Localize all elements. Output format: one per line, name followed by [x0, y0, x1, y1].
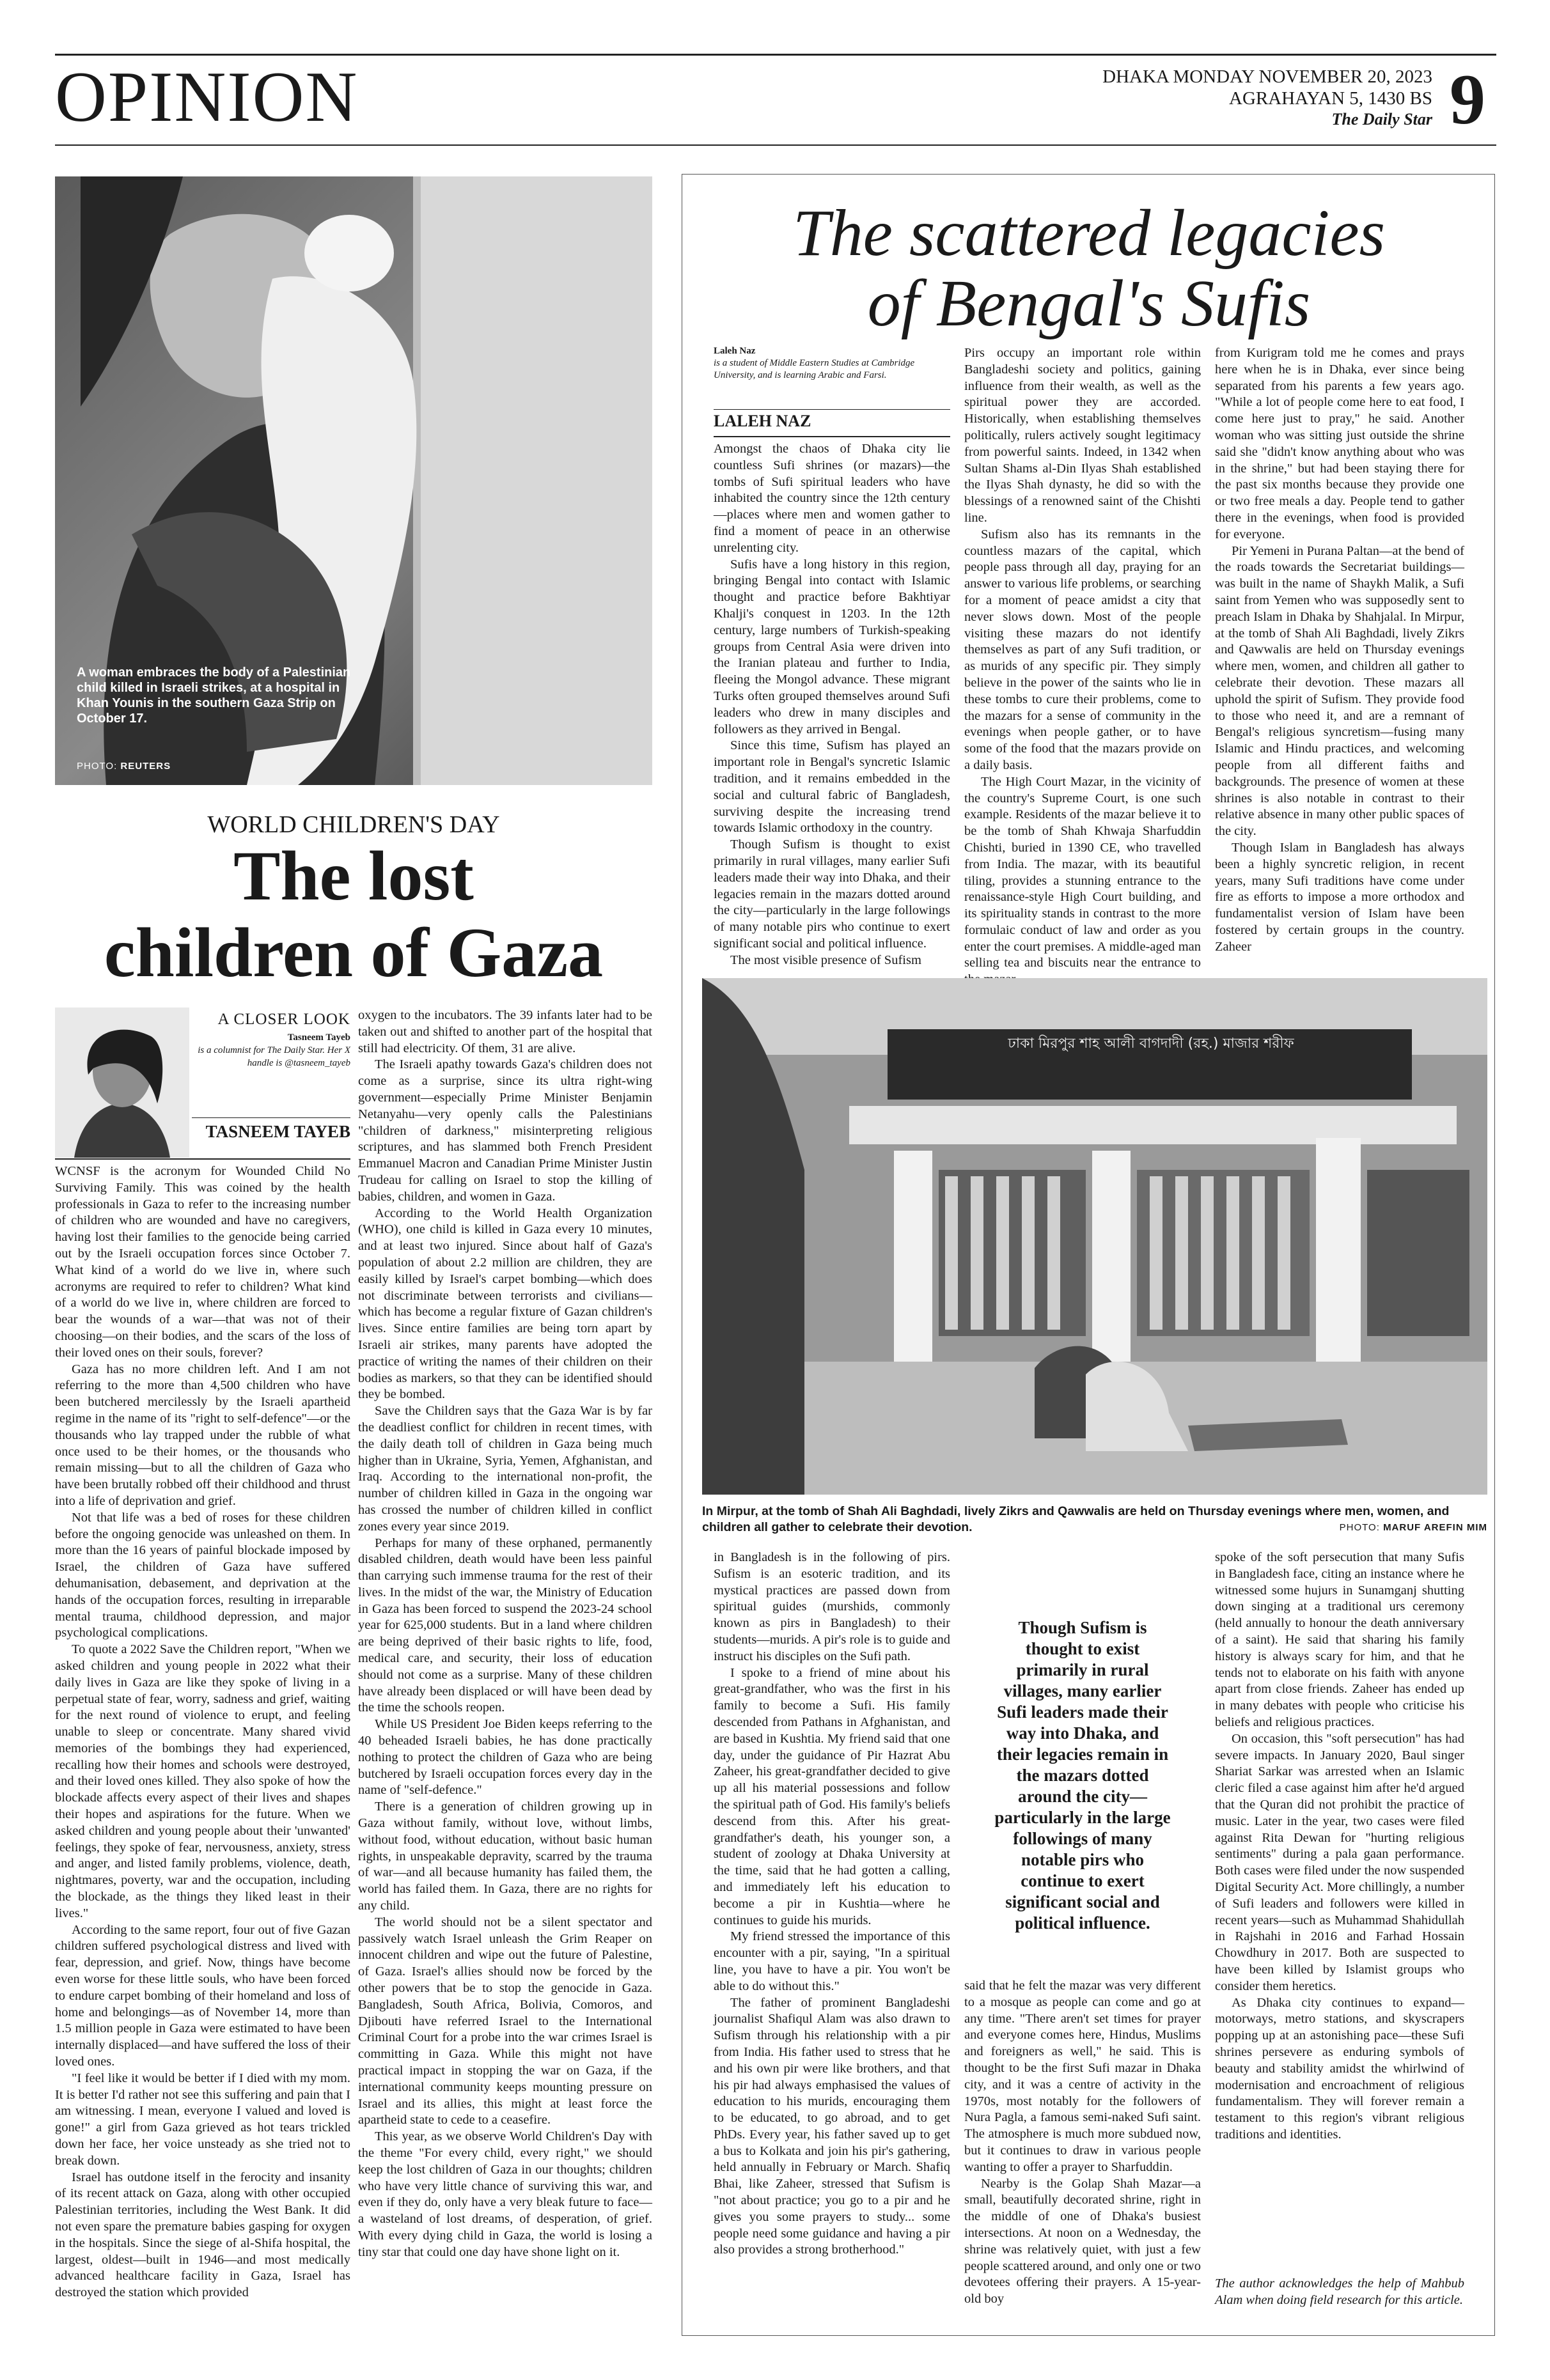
sufi-author-bio-text: is a student of Middle Eastern Studies at Cambridge University, and is learning Arabic and Farsi. — [714, 358, 915, 380]
gaza-photo-credit — [77, 761, 171, 772]
sufi-lower-col-3 — [1215, 1550, 1464, 2272]
mazar-photo-credit-name: MARUF AREFIN MIM — [1383, 1522, 1487, 1533]
sufi-acknowledgement: The author acknowledges the help of Mahbub Alam when doing field research for this article. — [1215, 2276, 1464, 2307]
sufi-headline-2: of Bengal's Sufis — [867, 267, 1311, 340]
paragraph: Sufism also has its remnants in the countless mazars of the capital, which people pass through all day, praying for an answer to various life problems, or searching for a moment of peace amidst a city that never slows down. Most of the people visiting these mazars do not identify themselves as part of any Sufi tradition, or as murids of any specific pir. They simply believe in the power of the saints who lie in these tombs to cure their problems, come to the mazars for a sense of community in the evenings when people gather, or to have some of the food that the mazars provide on a daily basis. — [964, 527, 1201, 772]
paragraph: Gaza has no more children left. And I am not referring to the more than 4,500 children who have been butchered mercilessly by the Israeli apartheid regime in the name of its "right to self-defence"—or the thousands who lay trapped under the rubble of what once used to be their homes, or the thousands who remain missing—but to all the children of Gaza who have been brutally robbed off their childhood and thrust into a life of deprivation and grief. — [55, 1362, 350, 1508]
masthead-top-rule — [55, 54, 1496, 56]
gaza-body-col-1 — [55, 1163, 350, 2308]
mazar-photo-credit — [1151, 1522, 1487, 1533]
paragraph: I spoke to a friend of mine about his great-grandfather, who was the first in his family to become a Sufi. His family descended from Pathans in Afghanistan, and are based in Kushtia. My friend said that one day, under the guidance of Pir Hazrat Abu Zaheer, his great-grandfather decided to give up all his material possessions and follow the spiritual path of God. His family's beliefs descend from this. After his great-grandfather's death, his younger son, a student of zoology at Dhaka University at the time, said that he had gotten a calling, and immediately left his education to become a pir in Kushtia—where he continues to guide his murids. — [714, 1665, 950, 1927]
mazar-photo-image — [702, 978, 1487, 1495]
author-portrait — [55, 1007, 189, 1158]
paragraph: Since this time, Sufism has played an important role in Bengal's syncretic Islamic tradition, and it remains embedded in the social and cultural fabric of Bangladesh, surviving despite the increasing trend towards Islamic orthodoxy in the country. — [714, 738, 950, 836]
paragraph: According to the World Health Organization (WHO), one child is killed in Gaza every 10 minutes, and at least two injured. Since about half of Gaza's population of about 2.2 million are children, they are easily killed by Israel's carpet bombing—which does not discriminate between terrorists and civilians—which has become a regular fixture of Gazan children's lives. Since entire families are being torn apart by Israeli air strikes, many parents have adopted the practice of writing the names of their children on their bodies as markers, so that they can be identified should they be bombed. — [358, 1206, 652, 1402]
paragraph: The most visible presence of Sufism — [730, 953, 921, 967]
sufi-lower-col-2 — [964, 1978, 1201, 2310]
gaza-photo-caption: A woman embraces the body of a Palestinian child killed in Israeli strikes, at a hospital in Khan Younis in the southern Gaza Strip on October 17. — [77, 665, 351, 726]
masthead-bottom-rule — [55, 144, 1496, 146]
sufi-byline-rule-bottom — [714, 436, 950, 437]
paragraph: The world should not be a silent spectator and passively watch Israel unleash the Grim Reaper on innocent children and wipe out the future of Palestine, of Gaza. Israel's allies should now be forced by the other powers that be to stop the genocide in Gaza. Bangladesh, South Africa, Bolivia, Comoros, and Djibouti have referred Israel to the International Criminal Court for a probe into the war crimes Israel is committing in Gaza. While this might not have practical impact in stopping the war on Gaza, if the international community keeps mounting pressure on Israel and its allies, this might at least force the apartheid state to cede to a ceasefire. — [358, 1915, 652, 2127]
paragraph: While US President Joe Biden keeps referring to the 40 beheaded Israeli babies, he has done practically nothing to protect the children of Gaza who are being butchered by Israeli occupation forces every day in the name of "self-defence." — [358, 1717, 652, 1798]
sufi-body-col-1 — [714, 441, 950, 970]
paragraph: spoke of the soft persecution that many Sufis in Bangladesh face, citing an instance where he witnessed some hujurs in Sunamganj shutting down singing at a traditional urs ceremony (held annually to honour the death anniversary of a saint). He said that sharing his family history is always scary for him, and that he tends not to elaborate on his faith with anyone apart from close friends. Zaheer has ended up in many debates with people who criticise his beliefs and religious practices. — [1215, 1550, 1464, 1729]
gaza-byline: TASNEEM TAYEB — [205, 1122, 350, 1141]
paragraph: Save the Children says that the Gaza War is by far the deadliest conflict for children in recent times, with the daily death toll of children in Gaza being much higher than in Ukraine, Syria, Yemen, Afghanistan, and Iraq. According to the international non-profit, the number of children killed in Gaza in the ongoing war has crossed the number of children killed in conflict zones every year since 2019. — [358, 1404, 652, 1534]
mazar-photo-credit-label: PHOTO: — [1339, 1522, 1380, 1533]
gaza-author-bio-text: is a columnist for The Daily Star. Her X handle is @tasneem_tayeb — [198, 1045, 350, 1068]
sufi-headline-1: The scattered legacies — [792, 196, 1386, 270]
gaza-body-col-2 — [358, 1007, 652, 2312]
gaza-byline-rule — [192, 1117, 350, 1118]
sufi-lower-col-1 — [714, 1550, 950, 2310]
gaza-byline-rule-bottom — [55, 1158, 350, 1160]
paragraph: On occasion, this "soft persecution" has had severe impacts. In January 2020, Baul singer Shariat Sarkar was arrested when an Islamic cleric filed a case against him after he'd argued that the Quran did not prohibit the practice of music. Later in the year, two cases were filed against Rita Dewan for "hurting religious sentiments" during a pala gaan performance. Both cases were filed under the now suspended Digital Security Act. More chillingly, a number of Sufi leaders and followers were killed in recent years—such as Muhammad Shahidullah in Rajshahi in 2016 and Farhad Hossain Chowdhury in 2017. Both are suspected to have been killed by Islamist groups who consider them heretics. — [1215, 1731, 1464, 1993]
paragraph: According to the same report, four out of five Gazan children suffered psychological distress and lived with fear, depression, and grief. Now, things have become even worse for these little souls, who have been forced to endure carpet bombing of their homeland and loss of home and belongings—as of November 14, more than 1.5 million people in Gaza were estimated to have been internally displaced—and have suffered the loss of their loved ones. — [55, 1922, 350, 2069]
gaza-headline-1: The lost — [233, 837, 474, 915]
paragraph: The Israeli apathy towards Gaza's children does not come as a surprise, since its ultra right-wing government—especially Prime Minister Benjamin Netanyahu—very openly calls the Palestinians "children of darkness," misinterpreting religious scriptures, and has slammed both French President Emmanuel Macron and Canadian Prime Minister Justin Trudeau for calling on Israel to stop the killing of babies, children, and women in Gaza. — [358, 1057, 652, 1204]
mazar-sign-text: ঢাকা মিরপুর শাহ আলী বাগদাদী (রহ.) মাজার শরীফ — [1008, 1036, 1294, 1052]
paragraph: said that he felt the mazar was very different to a mosque as people can come and go at any time. "There aren't set times for prayer and everyone comes here, Hindus, Muslims and foreigners as well," he said. This is thought to be the first Sufi mazar in Dhaka city, and it was a centre of activity in the 1970s, most notably for the followers of Nura Pagla, a famous semi-naked Sufi saint. The atmosphere is much more subdued now, but it continues to draw in various people wanting to offer a prayer to Sharfuddin. — [964, 1979, 1201, 2174]
paragraph: The father of prominent Bangladeshi journalist Shafiqul Alam was also drawn to Sufism through his relationship with a pir from India. His father used to stress that he and his own pir were like brothers, and that his pir had always emphasised the values of education to his murids, encouraging them to be educated, to go abroad, and to get PhDs. Every year, his father saved up to get a bus to Kolkata and join his pir's gathering, held annually in February or March. Shafiq Bhai, like Zaheer, stressed that Sufism is "not about practice; you go to a pir and he gives you some prayers to study... some people need some guidance and having a pir also provides a strong brotherhood." — [714, 1995, 950, 2257]
gaza-column-name: A CLOSER LOOK — [217, 1011, 350, 1028]
paragraph: Nearby is the Golap Shah Mazar—a small, beautifully decorated shrine, right in the middle of one of Dhaka's busiest intersections. At noon on a Wednesday, the shrine was relatively quiet, with just a few people scattered around, and only one or two devotees offering their prayers. A 15-year-old boy — [964, 2176, 1201, 2306]
paragraph: There is a generation of children growing up in Gaza without family, without love, without limbs, without food, without education, without basic human rights, in unspeakable depravity, scarred by the trauma of war—and all because humanity has failed them, the world has failed them. In Gaza, there are no rights for any child. — [358, 1800, 652, 1913]
sufi-body-col-2 — [964, 345, 1201, 970]
sufi-author-bio — [714, 345, 950, 382]
paragraph: Though Sufism is thought to exist primarily in rural villages, many earlier Sufi leaders made their way into Dhaka, and their legacies remain in the mazars dotted around the city—particularly in the large followings of many notable pirs who continue to exert significant social and political influence. — [714, 837, 950, 951]
paragraph: As Dhaka city continues to expand—motorways, metro stations, and skyscrapers popping up at an astonishing pace—these Sufi shrines persevere as enduring symbols of beauty and stability amidst the whirlwind of modernisation and encroachment of religious fundamentalism. They will forever remain a testament to this region's vibrant religious traditions and identities. — [1215, 1995, 1464, 2142]
paragraph: Israel has outdone itself in the ferocity and insanity of its recent attack on Gaza, along with other occupied Palestinian territories, including the West Bank. It did not even spare the premature babies gasping for oxygen in the hospitals. Since the siege of al-Shifa hospital, the largest, oldest—built in 1946—and most medically advanced healthcare facility in Gaza, Israel has destroyed the station which provided — [55, 2170, 350, 2300]
paragraph: from Kurigram told me he comes and prays here when he is in Dhaka, ever since being separated from his parents a few years ago. "While a lot of people come here to eat food, I come here just to pray," he said. Another woman who was sitting just outside the shrine said she "didn't know anything about who was in the shrine," but had been staying there for the past six months because they provide one or two free meals a day. People tend to gather there in the evenings, when food is provided for everyone. — [1215, 346, 1464, 541]
author-portrait-image — [55, 1007, 189, 1158]
sufi-byline-rule — [714, 409, 950, 410]
section-title: OPINION — [55, 58, 359, 137]
sufi-pull-quote: Though Sufism is thought to exist primarily in rural villages, many earlier Sufi leaders made their way into Dhaka, and their legacies remain in the mazars dotted around the city—particularly in the large followings of many notable pirs who continue to exert significant social and political influence. — [994, 1618, 1171, 1933]
bangla-date: AGRAHAYAN 5, 1430 BS — [1229, 88, 1432, 109]
paragraph: Not that life was a bed of roses for these children before the ongoing genocide was unleashed on them. In more than the 16 years of painful blockade imposed by Israel, the children of Gaza have suffered dehumanisation, debasement, and deprivation at the hands of the occupation forces, resulting in irreparable mental trauma, childhood depression, and major psychological complications. — [55, 1510, 350, 1640]
dateline: DHAKA MONDAY NOVEMBER 20, 2023 — [1102, 66, 1432, 87]
paragraph: Perhaps for many of these orphaned, permanently disabled children, death would have been less painful than carrying such immense trauma for the rest of their lives. In the midst of the war, the Ministry of Education in Gaza has been forced to suspend the 2023-24 school year for 625,000 students. But in a land where children are being deprived of their basic rights to life, food, medical care, and security, their loss of education should not come as a surprise. Many of these children have already been displaced or will have been dead by the time the schools reopen. — [358, 1536, 652, 1715]
paragraph: My friend stressed the importance of this encounter with a pir, saying, "In a spiritual line, you have to have a pir. You won't be able to do without this." — [714, 1929, 950, 1993]
gaza-author-bio — [192, 1031, 350, 1069]
paragraph: "I feel like it would be better if I died with my mom. It is better I'd rather not see this suffering and pain that I am witnessing. I mean, everyone I valued and loved is gone!" a girl from Gaza grieved as hot tears trickled down her face, her voice unsteady as she tried not to break down. — [55, 2071, 350, 2168]
paragraph: Though Islam in Bangladesh has always been a highly syncretic religion, in recent years, many Sufi traditions have come under fire as efforts to impose a more orthodox and fundamentalist version of Islam have been fostered by certain groups in the country. Zaheer — [1215, 840, 1464, 954]
paragraph: oxygen to the incubators. The 39 infants later had to be taken out and shifted to another part of the hospital that still had electricity. Of them, 31 are alive. — [358, 1008, 652, 1055]
gaza-photo-credit-label: PHOTO: — [77, 761, 118, 772]
paper-logo: The Daily Star — [1331, 110, 1432, 128]
paragraph: Amongst the chaos of Dhaka city lie countless Sufi shrines (or mazars)—the tombs of Sufi spiritual leaders who have inhabited the country since the 12th century—places where men and women gather to find a moment of peace in an otherwise unrelenting city. — [714, 442, 950, 555]
gaza-kicker: WORLD CHILDREN'S DAY — [207, 811, 500, 838]
gaza-headline-2: children of Gaza — [104, 914, 604, 992]
paragraph: WCNSF is the acronym for Wounded Child No Surviving Family. This was coined by the health professionals in Gaza to refer to the increasing number of children who are wounded and have no caregivers, having lost their families to the genocide being carried out by the Israeli occupation forces since October 7. What kind of a world do we live in, where such acronyms are required to refer to children? What kind of a world do we live in, where children are forced to bear the wounds of a war—that was not of their choosing—on their bodies, and the scars of the loss of their loved ones on their souls, forever? — [55, 1164, 350, 1360]
mazar-photo-caption: In Mirpur, at the tomb of Shah Ali Baghdadi, lively Zikrs and Qawwalis are held on Thursday evenings where men, women, and children all gather to celebrate their devotion. — [702, 1504, 1450, 1534]
mazar-photo — [702, 978, 1487, 1495]
paragraph: Sufis have a long history in this region, bringing Bengal into contact with Islamic thought and practice before Bakhtiyar Khalji's conquest in 1203. In the 12th century, large numbers of Turkish-speaking groups from Central Asia were driven into the Iranian plateau and further to India, fleeing the Mongol advance. These migrant Turks often grouped themselves around Sufi leaders who drew in many disciples and followers as they arrived in Bengal. — [714, 557, 950, 736]
paragraph: Pir Yemeni in Purana Paltan—at the bend of the roads towards the Secretariat buildings—was built in the name of Shaykh Malik, a Sufi saint from Yemen who was supposedly sent to preach Islam in Dhaka by Shahjalal. In Mirpur, at the tomb of Shah Ali Baghdadi, lively Zikrs and Qawwalis are held on Thursday evenings where men, women, and children all gather to celebrate their devotion. These mazars all uphold the spirit of Sufism. They provide food to those who need it, and are a remnant of Bengal's religious syncretism—fusing many Islamic and Hindu practices, and welcoming people from all different faiths and backgrounds. The presence of women at these shrines is also notable in contrast to their relative absence in many other public spaces of the city. — [1215, 543, 1464, 839]
sufi-body-col-3 — [1215, 345, 1464, 970]
paragraph: in Bangladesh is in the following of pirs. Sufism is an esoteric tradition, and its mystical practices are passed down from spiritual guides (murshids, commonly known as pirs in Bangladesh) to their students—murids. A pir's role is to guide and instruct his disciples on the Sufi path. — [714, 1550, 950, 1663]
page-number: 9 — [1450, 60, 1485, 139]
paragraph: The High Court Mazar, in the vicinity of the country's Supreme Court, is one such example. Residents of the mazar believe it to be the tomb of Shah Khwaja Sharfuddin Chishti, buried in 1390 CE, who travelled from India. The mazar, with its beautiful tiling, provides a stunning entrance to the renaissance-style High Court building, and its spirituality stands in contrast to the more formulaic conduct of law and order as you enter the court premises. A middle-aged man selling tea and biscuits near the entrance to — [964, 774, 1201, 970]
gaza-author-bio-name: Tasneem Tayeb — [287, 1032, 350, 1043]
paragraph: Pirs occupy an important role within Bangladeshi society and politics, gaining influence from their wealth, as well as the spiritual power they are accorded. Historically, when establishing themselves politically, rulers actively sought legitimacy from powerful saints. Indeed, in 1342 when Sultan Shams al-Din Ilyas Shah established the Ilyas Shah dynasty, he did so with the blessings of a renowned saint of the Chishti line. — [964, 346, 1201, 525]
paragraph: To quote a 2022 Save the Children report, "When we asked children and young people in 2022 what their daily lives in Gaza are like they spoke of living in a perpetual state of fear, worry, sadness and grief, waiting for the next round of violence to erupt, and feeling unable to sleep or concentrate. Many shared vivid memories of the bombings they had experienced, recalling how their homes and schools were destroyed, and their loved ones killed. They also spoke of how the blockade affects every aspect of their lives and shapes their hopes and aspirations for the future. When we asked children and young people about their 'unwanted' feelings, they spoke of fear, nervousness, anxiety, stress and anger, and listed family problems, violence, death, nightmares, poverty, war and the occupation, including the blockade, as the things they liked least in their lives." — [55, 1642, 350, 1920]
sufi-author-bio-name: Laleh Naz — [714, 346, 756, 356]
gaza-photo-credit-name: REUTERS — [120, 761, 171, 772]
paragraph: This year, as we observe World Children's Day with the theme "For every child, every right," we should keep the lost children of Gaza in our thoughts; children who have very little chance of surviving this war, and even if they do, only have a very bleak future to face—a wasteland of lost dreams, of desperation, of grief. With every dying child in Gaza, the world is losing a tiny star that could one day have shone light on it. — [358, 2129, 652, 2259]
sufi-byline: LALEH NAZ — [714, 412, 811, 430]
